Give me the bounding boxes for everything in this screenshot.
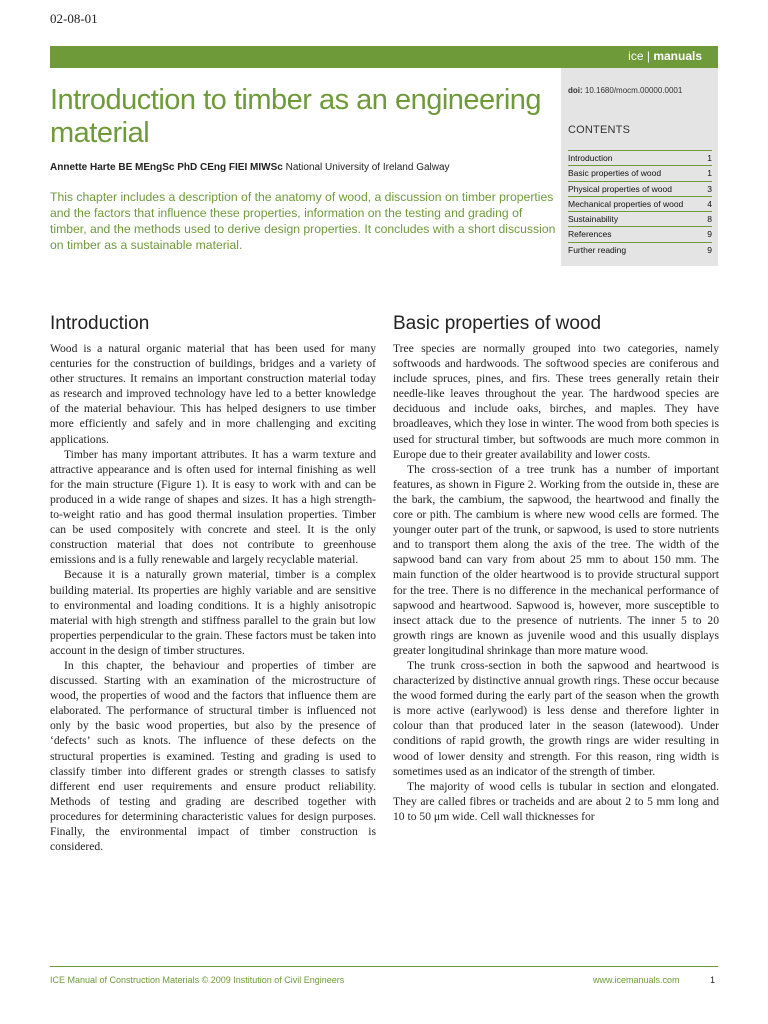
contents-label: CONTENTS bbox=[568, 124, 631, 136]
paragraph: Tree species are normally grouped into two categories, namely softwoods and hardwoods. The softwood species are coniferous and include spruces, pines, and firs. These trees generally retain their needle-like leaves throughout the year. The hardwood species are deciduous and include oaks, birches, and maples. They have broadleaves, which they lose in winter. The wood from both species is used for structural timber, but softwoods are much more common in Europe due to their greater availability and lower costs. bbox=[393, 342, 719, 461]
paragraph: The majority of wood cells is tubular in section and elongated. They are called fibres or tracheids and are about 2 to 5 mm long and 10 to 50 μm wide. Cell wall thicknesses for bbox=[393, 779, 719, 823]
brand-logo bbox=[628, 49, 702, 63]
footer-copyright: ICE Manual of Construction Materials © 2009 Institution of Civil Engineers bbox=[50, 975, 345, 985]
toc-item-page: 8 bbox=[707, 214, 712, 225]
toc-item-page: 3 bbox=[707, 183, 712, 194]
paragraph: The trunk cross-section in both the sapwood and heartwood is characterized by distinctive annual growth rings. These occur because the wood formed during the early part of the season when the growth is more active (earlywood) is less dense and therefore lighter in colour than that produced later in the season (latewood). Under conditions of rapid growth, the growth rings are wider resulting in wood of lower density and strength. For this reason, ring width is sometimes used as an indicator of the strength of timber. bbox=[393, 658, 719, 778]
toc-item-further-reading[interactable] bbox=[568, 243, 712, 257]
chapter-abstract: This chapter includes a description of the anatomy of wood, a discussion on timber properties and the factors that influence these properties, information on the testing and grading of timber, and the methods used to derive design properties. It concludes with a short discussion on timber as a sustainable material. bbox=[50, 190, 556, 252]
toc-item-title: Further reading bbox=[568, 244, 627, 255]
toc-item-title: References bbox=[568, 229, 612, 240]
toc-item-introduction[interactable] bbox=[568, 150, 712, 166]
toc-item-title: Mechanical properties of wood bbox=[568, 198, 684, 209]
section-heading-basic-properties: Basic properties of wood bbox=[393, 313, 602, 334]
toc-item-page: 1 bbox=[707, 153, 712, 163]
toc-item-title: Sustainability bbox=[568, 214, 619, 225]
paragraph: Timber has many important attributes. It has a warm texture and attractive appearance and is often used for internal finishing as well for the main structure (Figure 1). It is easy to work with and can be produced in a wide range of shapes and sizes. It has a high strength-to-weight ratio and has good thermal insulation properties. Timber can be used compositely with concrete and steel. It is the only construction material that does not contribute to greenhouse emissions and is a fully renewable and largely recyclable material. bbox=[50, 447, 376, 567]
brand-ice: ice bbox=[628, 49, 644, 63]
toc-item-page: 1 bbox=[707, 168, 712, 179]
page-id: 02-08-01 bbox=[50, 11, 98, 26]
chapter-title: Introduction to timber as an engineering material bbox=[50, 84, 542, 149]
paragraph: The cross-section of a tree trunk has a number of important features, as shown in Figure 2. Working from the outside in, these are the bark, the cambium, the sapwood, the heartwood and finally the core or pith. The cambium is where new wood cells are formed. The younger outer part of the trunk, or sapwood, is used to store nutrients and to transport them along the axis of the tree. The width of the sapwood band can vary from about 25 mm to about 150 mm. The main function of the older heartwood is to provide structural support for the tree. There is no difference in the mechanical performance of sapwood and heartwood. Sapwood is, however, more susceptible to insect attack due to the presence of nutrients. The inner 5 to 20 growth rings are known as juvenile wood and this usually displays greater longitudinal shrinkage than more mature wood. bbox=[393, 462, 719, 657]
toc-item-title: Physical properties of wood bbox=[568, 183, 672, 194]
left-column bbox=[50, 312, 376, 854]
footer-divider bbox=[50, 966, 718, 967]
section-heading-introduction: Introduction bbox=[50, 313, 150, 334]
brand-manuals: manuals bbox=[653, 49, 702, 63]
toc-item-page: 9 bbox=[707, 229, 712, 240]
right-column bbox=[393, 312, 719, 824]
author-line bbox=[50, 162, 450, 173]
brand-separator: | bbox=[646, 49, 650, 63]
toc-item-title: Introduction bbox=[568, 153, 613, 163]
toc-item-sustainability[interactable] bbox=[568, 212, 712, 227]
toc-item-page: 4 bbox=[707, 198, 712, 209]
paragraph: Wood is a natural organic material that has been used for many centuries for the construction of buildings, bridges and a variety of other structures. It remains an important construction material today as research and improved technology have led to a better knowledge of the material behaviour. This has helped designers to use timber more efficiently and safely and in more challenging and exciting applications. bbox=[50, 342, 376, 446]
toc-item-title: Basic properties of wood bbox=[568, 168, 662, 179]
doi-value: 10.1680/mocm.00000.0001 bbox=[584, 86, 683, 95]
author-affiliation: National University of Ireland Galway bbox=[285, 162, 450, 173]
toc-item-page: 9 bbox=[707, 244, 712, 255]
toc-item-physical-properties[interactable] bbox=[568, 182, 712, 197]
author-name: Annette Harte BE MEngSc PhD CEng FIEI MIWSc bbox=[50, 162, 283, 173]
table-of-contents bbox=[568, 150, 712, 257]
doi bbox=[568, 86, 682, 95]
paragraph: In this chapter, the behaviour and properties of timber are discussed. Starting with an examination of the microstructure of wood, the properties of wood and the factors that influence them are elaborated. The performance of structural timber is influenced not only by the basic wood properties, but also by the presence of ‘defects’ such as knots. The influence of these defects on the structural properties is examined. Testing and grading is used to classify timber into different grades or strength classes to satisfy different end user requirements and ensure product reliability. Methods of testing and grading are described together with procedures for determining characteristic values for design purposes. Finally, the environmental impact of timber construction is considered. bbox=[50, 658, 376, 854]
footer-url-link[interactable]: www.icemanuals.com bbox=[593, 975, 680, 985]
toc-item-references[interactable] bbox=[568, 227, 712, 242]
paragraph: Because it is a naturally grown material, timber is a complex building material. Its properties are highly variable and are sensitive to environmental and loading conditions. It is a highly anisotropic material with high strength and stiffness parallel to the grain but low properties perpendicular to the grain. These factors must be taken into account in the design of timber structures. bbox=[50, 568, 376, 657]
toc-item-mechanical-properties[interactable] bbox=[568, 197, 712, 212]
page-number: 1 bbox=[710, 975, 716, 985]
contents-sidebar bbox=[561, 68, 718, 266]
toc-item-basic-properties[interactable] bbox=[568, 166, 712, 181]
doi-label: doi: bbox=[568, 86, 583, 95]
header-bar bbox=[50, 46, 718, 68]
